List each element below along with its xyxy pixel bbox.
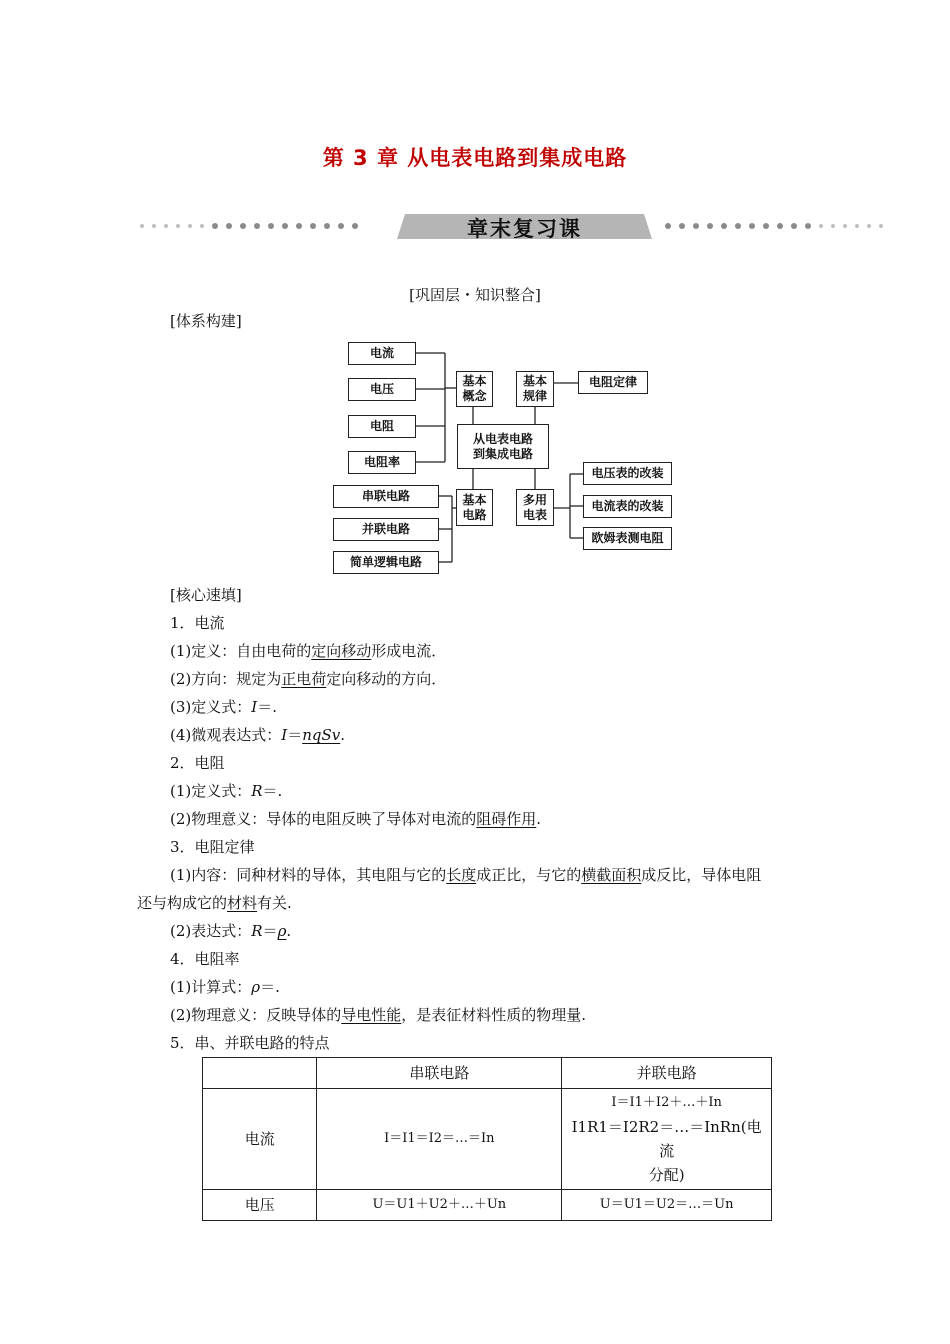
resistance-law-formula: (2)表达式：R＝ρ. [170, 922, 292, 940]
table-header-cell: 并联电路 [562, 1058, 772, 1089]
node-resistance: 电阻 [348, 415, 416, 438]
series-current-text: I＝I1＝I2＝…＝In [384, 1131, 495, 1146]
heading-resistance-law: 3．电阻定律 [170, 838, 255, 856]
heading-resistivity: 4．电阻率 [170, 950, 240, 968]
resistance-meaning: (2)物理意义：导体的电阻反映了导体对电流的阻碍作用. [170, 810, 542, 828]
resistivity-meaning: (2)物理意义：反映导体的导电性能，是表征材料性质的物理量. [170, 1006, 587, 1024]
table-header-cell: 串联电路 [317, 1058, 562, 1089]
heading-current: 1．电流 [170, 614, 225, 632]
node-basic-concept: 基本 概念 [456, 371, 493, 407]
node-basic-law: 基本 规律 [516, 371, 554, 407]
node-resistance-law: 电阻定律 [578, 371, 648, 394]
core-label: [核心速填] [170, 586, 242, 604]
circuit-comparison-table [202, 1057, 772, 1221]
series-voltage-cell: U＝U1＋U2＋…＋Un [317, 1190, 562, 1221]
section-heading: [巩固层・知识整合] [409, 286, 541, 304]
node-center: 从电表电路 到集成电路 [457, 424, 549, 469]
current-direction: (2)方向：规定为正电荷定向移动的方向． [170, 670, 447, 688]
current-definition: (1)定义：自由电荷的定向移动形成电流． [170, 642, 447, 660]
node-current: 电流 [348, 342, 416, 365]
table-row [203, 1190, 772, 1221]
node-ohmmeter: 欧姆表测电阻 [583, 527, 672, 550]
parallel-current-line: I＝I1＋I2＋…＋In [611, 1095, 722, 1110]
banner-dots-left [140, 222, 390, 230]
table-row-label: 电压 [203, 1190, 317, 1221]
node-voltmeter-mod: 电压表的改装 [583, 462, 672, 485]
banner-dots-right [665, 222, 930, 230]
system-label: [体系构建] [170, 312, 242, 330]
banner-title: 章末复习课 [467, 217, 582, 241]
current-micro-formula: (4)微观表达式：I＝nqSv. [170, 726, 345, 744]
node-logic-circuit: 简单逻辑电路 [333, 551, 439, 574]
chapter-title: 第 3 章 从电表电路到集成电路 [322, 146, 628, 170]
heading-resistance: 2．电阻 [170, 754, 225, 772]
node-resistivity: 电阻率 [348, 451, 416, 474]
node-multimeter: 多用 电表 [516, 489, 554, 526]
node-basic-circuit: 基本 电路 [456, 489, 493, 526]
node-ammeter-mod: 电流表的改装 [583, 495, 672, 518]
resistance-formula: (1)定义式：R＝. [170, 782, 283, 800]
parallel-current-line: 分配) [648, 1166, 685, 1184]
section-banner [135, 212, 930, 240]
node-series-circuit: 串联电路 [333, 485, 439, 508]
series-current-cell [317, 1089, 562, 1190]
parallel-voltage-cell: U＝U1＝U2＝…＝Un [562, 1190, 772, 1221]
table-row-label: 电流 [203, 1089, 317, 1190]
table-row [203, 1089, 772, 1190]
current-formula: (3)定义式：I＝. [170, 698, 277, 716]
heading-circuit-features: 5．串、并联电路的特点 [170, 1034, 330, 1052]
table-header-cell [203, 1058, 317, 1089]
node-voltage: 电压 [348, 378, 416, 401]
resistivity-formula: (1)计算式：ρ＝. [170, 978, 280, 996]
table-header-row [203, 1058, 772, 1089]
parallel-current-cell [562, 1089, 772, 1190]
node-parallel-circuit: 并联电路 [333, 518, 439, 541]
resistance-law-content-cont: 还与构成它的材料有关. [137, 894, 292, 912]
parallel-current-line: I1R1＝I2R2＝…＝InRn(电流 [571, 1118, 762, 1160]
concept-map [330, 338, 664, 578]
resistance-law-content: (1)内容：同种材料的导体，其电阻与它的长度成正比，与它的横截面积成反比，导体电阻 [170, 866, 762, 884]
